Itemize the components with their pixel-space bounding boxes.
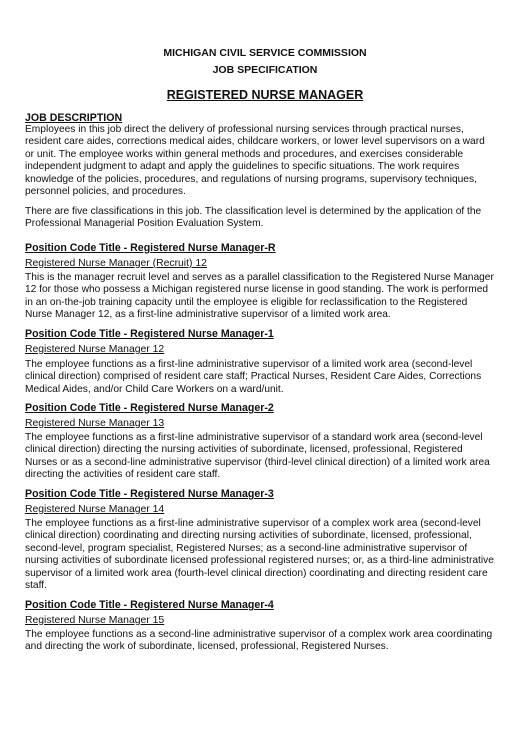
position-description-r <box>25 272 507 322</box>
text-line: The employee functions as a first-line administrative supervisor of a complex work area (second-level <box>25 518 481 529</box>
text-line: and directing the work of subordinate, licensed, professional, Registered Nurses. <box>25 641 389 653</box>
position-heading-1: Position Code Title - Registered Nurse Manager-1 <box>25 328 274 340</box>
text-line: second-level, program specialist, Registered Nurses; as a second-line administrative supervisor of <box>25 542 468 554</box>
text-line: Nurses or as a second-line administrative supervisor (third-level clinical direction) of a limited work area <box>25 456 490 468</box>
job-description-paragraph-1 <box>25 124 507 198</box>
text-line: Nurse Manager 12, as a first-line administrative supervisor of a limited work area. <box>25 309 391 321</box>
position-subtitle-2: Registered Nurse Manager 13 <box>25 418 165 429</box>
text-line: There are five classifications in this job. The classification level is determined by the application of the <box>25 206 482 217</box>
text-line: clinical direction) directing the nursing activities of subordinate, licensed, professional, Registered <box>25 444 463 456</box>
position-description-1 <box>25 359 507 396</box>
document-type: JOB SPECIFICATION <box>212 64 318 76</box>
text-line: directing the activities of resident care staff. <box>25 469 221 481</box>
position-subtitle-r: Registered Nurse Manager (Recruit) 12 <box>25 258 207 269</box>
text-line: clinical direction) comprised of resident care staff; Practical Nurses, Resident Care Aides, Corrections <box>25 371 482 383</box>
text-line: supervisor of a limited work area (fourth-level clinical direction) coordinating and directing resident care <box>25 567 488 579</box>
position-description-4 <box>25 629 507 654</box>
position-subtitle-4: Registered Nurse Manager 15 <box>25 615 165 626</box>
agency-name: MICHIGAN CIVIL SERVICE COMMISSION <box>163 47 367 59</box>
position-heading-4: Position Code Title - Registered Nurse Manager-4 <box>25 599 274 611</box>
job-description-heading: JOB DESCRIPTION <box>25 112 123 124</box>
text-line: Professional Managerial Position Evaluation System. <box>25 218 264 230</box>
position-subtitle-1: Registered Nurse Manager 12 <box>25 344 165 355</box>
text-line: The employee functions as a first-line administrative supervisor of a limited work area (second-level <box>25 359 473 370</box>
text-line: This is the manager recruit level and serves as a parallel classification to the Registered Nurse Manager <box>25 272 494 283</box>
position-heading-r: Position Code Title - Registered Nurse Manager-R <box>25 242 276 254</box>
position-subtitle-3: Registered Nurse Manager 14 <box>25 504 165 515</box>
position-description-3 <box>25 518 507 592</box>
text-line: knowledge of the policies, procedures, and regulations of nursing programs, supervisory techniques, <box>25 173 477 185</box>
text-line: resident care aides, corrections medical aides, childcare workers, or lower level supervisors on a ward <box>25 136 485 148</box>
position-description-2 <box>25 432 507 482</box>
text-line: nursing activities of subordinate licensed professional registered nurses; or, as a third-line administrative <box>25 555 494 567</box>
text-line: independent judgment to adapt and apply the guidelines to specific situations. The work requires <box>25 161 460 173</box>
text-line: Medical Aides, and/or Child Care Workers on a ward/unit. <box>25 383 284 395</box>
text-line: personnel policies, and procedures. <box>25 186 186 198</box>
text-line: The employee functions as a first-line administrative supervisor of a standard work area (second-level <box>25 432 483 443</box>
text-line: or unit. The employee works within general methods and procedures, and exercises considerable <box>25 148 464 160</box>
position-heading-3: Position Code Title - Registered Nurse Manager-3 <box>25 488 274 500</box>
text-line: 12 for those who possess a Michigan registered nurse license in good standing. The work is performed <box>25 284 489 296</box>
job-description-paragraph-2 <box>25 206 507 231</box>
text-line: The employee functions as a second-line administrative supervisor of a complex work area coordinating <box>25 629 493 640</box>
page-title: REGISTERED NURSE MANAGER <box>166 88 364 102</box>
text-line: Employees in this job direct the delivery of professional nursing services through practical nurses, <box>25 124 464 135</box>
text-line: staff. <box>25 580 47 592</box>
text-line: in an on-the-job training capacity until the employee is eligible for reclassification to the Registered <box>25 296 468 308</box>
text-line: clinical direction) coordinating and directing nursing activities of subordinate, licensed, professional, <box>25 530 472 542</box>
position-heading-2: Position Code Title - Registered Nurse Manager-2 <box>25 402 274 414</box>
